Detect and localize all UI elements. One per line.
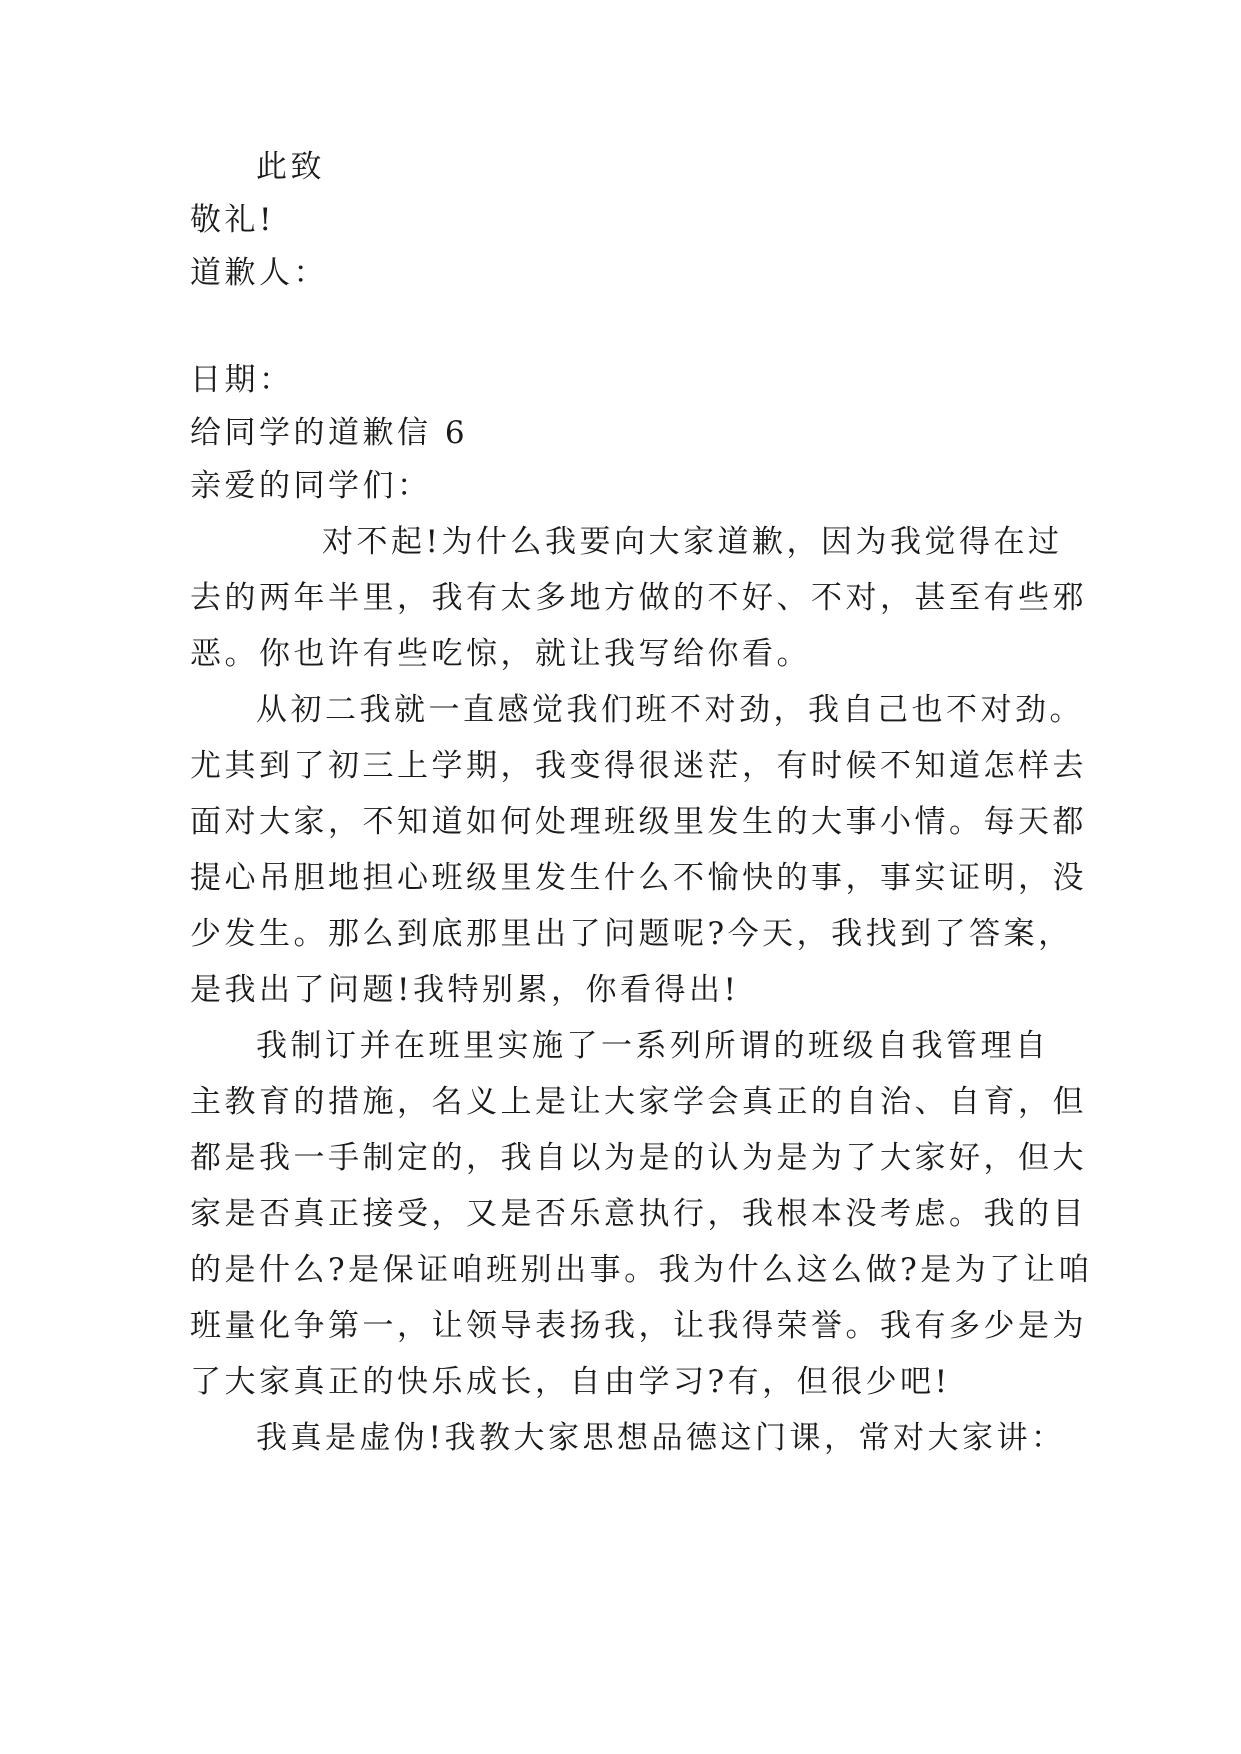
paragraph-line: 班量化争第一，让领导表扬我，让我得荣誉。我有多少是为 bbox=[190, 1308, 1087, 1344]
paragraph-line: 家是否真正接受，又是否乐意执行，我根本没考虑。我的目 bbox=[190, 1196, 1087, 1232]
paragraph-line: 从初二我就一直感觉我们班不对劲，我自己也不对劲。 bbox=[256, 692, 1084, 728]
paragraph-line: 对不起!为什么我要向大家道歉，因为我觉得在过 bbox=[322, 524, 1063, 560]
closing-salutation: 此致 bbox=[256, 149, 325, 185]
date-label: 日期： bbox=[190, 362, 294, 398]
paragraph-line: 了大家真正的快乐成长，自由学习?有，但很少吧! bbox=[190, 1364, 951, 1400]
paragraph-line: 我制订并在班里实施了一系列所谓的班级自我管理自 bbox=[256, 1028, 1050, 1064]
paragraph-line: 面对大家，不知道如何处理班级里发生的大事小情。每天都 bbox=[190, 804, 1087, 840]
paragraph-line: 都是我一手制定的，我自以为是的认为是为了大家好，但大 bbox=[190, 1140, 1087, 1176]
closing-respect: 敬礼! bbox=[190, 202, 275, 238]
paragraph-line: 少发生。那么到底那里出了问题呢?今天，我找到了答案， bbox=[190, 916, 1073, 952]
apologizer-label: 道歉人： bbox=[190, 255, 328, 291]
letter-title: 给同学的道歉信 6 bbox=[190, 415, 469, 451]
paragraph-line: 主教育的措施，名义上是让大家学会真正的自治、自育，但 bbox=[190, 1084, 1087, 1120]
paragraph-line: 去的两年半里，我有太多地方做的不好、不对，甚至有些邪 bbox=[190, 580, 1087, 616]
paragraph-line: 是我出了问题!我特别累，你看得出! bbox=[190, 972, 740, 1008]
paragraph-line: 我真是虚伪!我教大家思想品德这门课，常对大家讲： bbox=[256, 1420, 1066, 1456]
paragraph-line: 的是什么?是保证咱班别出事。我为什么这么做?是为了让咱 bbox=[190, 1252, 1093, 1288]
paragraph-line: 恶。你也许有些吃惊，就让我写给你看。 bbox=[190, 636, 811, 672]
paragraph-line: 尤其到了初三上学期，我变得很迷茫，有时候不知道怎样去 bbox=[190, 748, 1087, 784]
paragraph-line: 提心吊胆地担心班级里发生什么不愉快的事，事实证明，没 bbox=[190, 860, 1087, 896]
letter-greeting: 亲爱的同学们： bbox=[190, 468, 432, 504]
